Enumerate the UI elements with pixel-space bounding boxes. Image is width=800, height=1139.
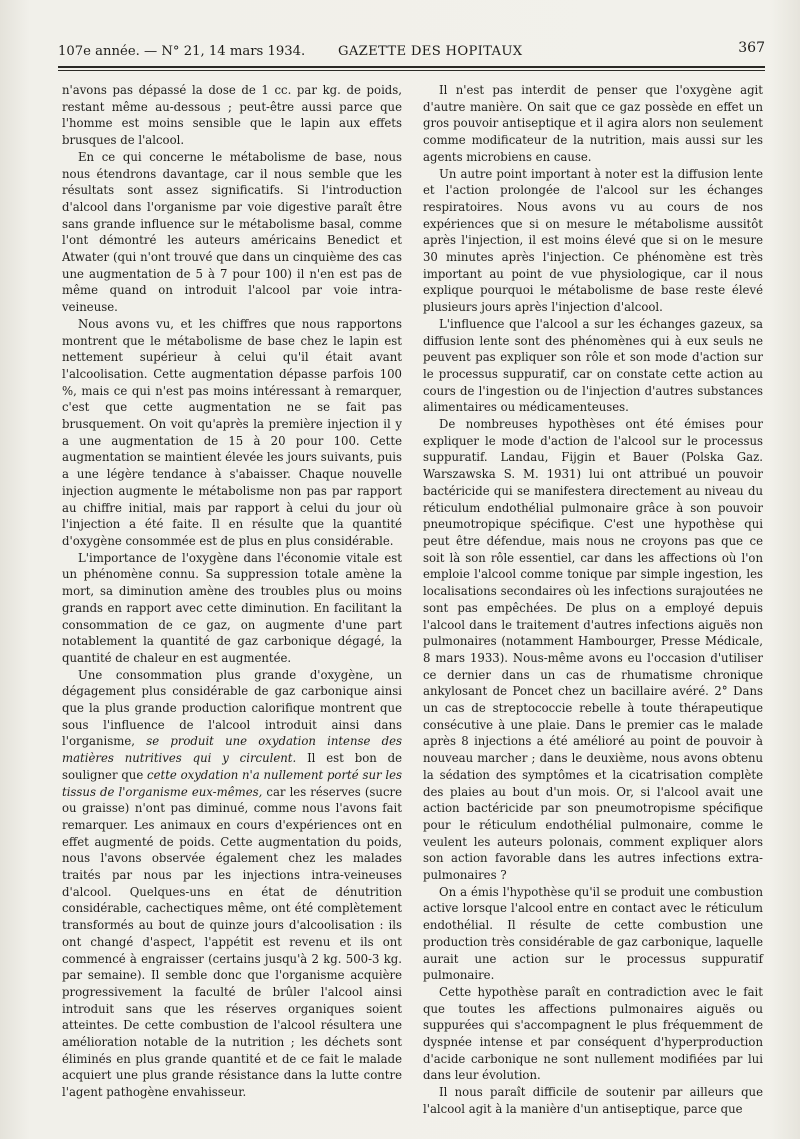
- left-column: [62, 82, 402, 1101]
- paragraph: L'importance de l'oxygène dans l'économie vitale est un phénomène connu. Sa suppression totale amène la mort, sa diminution amène des troubles plus ou moins grands en rapport avec cette diminution. En facilitant la consommation de ce gaz, on augmente d'une part notablement la quantité de gaz carbonique dégagé, la quantité de chaleur en est augmentée.: [62, 550, 402, 665]
- paragraph-text: car les réserves (sucre ou graisse) n'ont pas diminué, comme nous l'avons fait remarquer. Les animaux en cours d'expériences ont en effet augmenté de poids. Cette augmentation du poids, nous l'avons observée également chez les malades traités par nous par les injections intra-veineuses d'alcool. Quelques-uns en état de dénutrition considérable, cachectiques même, ont été complètement transformés au bout de quinze jours d'alcoolisation : ils ont changé d'aspect, l'appétit est revenu et ils ont commencé à engraisser (certains jusqu'à 2 kg. 500-3 kg. par semaine). Il semble donc que l'organisme acquière progressivement la faculté de brûler l'alcool ainsi introduit sans que les réserves organiques soient atteintes. De cette combustion de l'alcool résultera une amélioration notable de la nutrition ; les déchets sont éliminés en plus grande quantité et de ce fait le malade acquiert une plus grande résistance dans la lutte contre l'agent pathogène envahisseur.: [62, 784, 403, 1100]
- paragraph: On a émis l'hypothèse qu'il se produit une combustion active lorsque l'alcool entre en contact avec le réticulum endothélial. Il résulte de cette combustion une production très considérable de gaz carbonique, laquelle aurait une action sur le processus suppuratif pulmonaire.: [423, 884, 763, 983]
- page-header: [58, 40, 765, 64]
- page-number: 367: [738, 40, 765, 56]
- paragraph: En ce qui concerne le métabolisme de base, nous nous étendrons davantage, car il nous semble que les résultats sont assez significatifs. Si l'introduction d'alcool dans l'organisme par voie digestive paraît être sans grande influence sur le métabolisme basal, comme l'ont démontré les auteurs américains Benedict et Atwater (qui n'ont trouvé que dans un cinquième des cas une augmentation de 5 à 7 pour 100) il n'en est pas de même quand on introduit l'alcool par voie intra-veineuse.: [62, 149, 402, 315]
- paragraph: Il n'est pas interdit de penser que l'oxygène agit d'autre manière. On sait que ce gaz possède en effet un gros pouvoir antiseptique et il agira alors non seulement comme modificateur de la nutrition, mais aussi sur les agents microbiens en cause.: [423, 83, 763, 164]
- right-column: [423, 82, 763, 1118]
- paragraph-text: Une consommation plus grande d'oxygène, un dégagement plus considérable de gaz carbonique ainsi que la plus grande production calorifique montrent que sous l'influence de l'alcool introduit ainsi dans l'organisme,: [62, 667, 402, 749]
- paragraph: n'avons pas dépassé la dose de 1 cc. par kg. de poids, restant même au-dessous ; peut-être aussi parce que l'homme est moins sensible que le lapin aux effets brusques de l'alcool.: [62, 83, 402, 148]
- paragraph: L'influence que l'alcool a sur les échanges gazeux, sa diffusion lente sont des phénomènes qui à eux seuls ne peuvent pas expliquer son rôle et son mode d'action sur le processus suppuratif, car on constate cette action au cours de l'ingestion ou de l'injection d'autres substances alimentaires ou médicamenteuses.: [423, 316, 763, 415]
- italic-emphasis: se produit une oxydation intense des matières nutritives qui y circulent.: [62, 734, 403, 766]
- paragraph: Cette hypothèse paraît en contradiction avec le fait que toutes les affections pulmonaires aiguës ou suppurées qui s'accompagnent le plus fréquemment de dyspnée intense et par conséquent d'hyperproduction d'acide carbonique ne sont nullement modifiées par lui dans leur évolution.: [423, 984, 763, 1083]
- paragraph: [62, 667, 402, 1101]
- issue-info: 107e année. — N° 21, 14 mars 1934.: [58, 44, 306, 59]
- header-rule-thick: [58, 66, 765, 68]
- paragraph: Il nous paraît difficile de soutenir par ailleurs que l'alcool agit à la manière d'un antiseptique, parce que: [423, 1085, 763, 1116]
- paragraph: De nombreuses hypothèses ont été émises pour expliquer le mode d'action de l'alcool sur le processus suppuratif. Landau, Fijgin et Bauer (Polska Gaz. Warszawska S. M. 1931) lui ont attribué un pouvoir bactéricide qui se manifestera directement au niveau du réticulum endothélial pulmonaire grâce à son pouvoir pneumotropique spécifique. C'est une hypothèse qui peut être défendue, mais nous ne croyons pas que ce soit là son rôle essentiel, car dans les affections où l'on emploie l'alcool comme tonique par simple ingestion, les localisations secondaires où les infections surajoutées ne sont pas empêchées. De plus on a employé depuis l'alcool dans le traitement d'autres infections aiguës non pulmonaires (notamment Hambourger, Presse Médicale, 8 mars 1933). Nous-même avons eu l'occasion d'utiliser ce dernier dans un cas de rhumatisme chronique ankylosant de Poncet chez un bacillaire avéré. 2° Dans un cas de streptococcie rebelle à toute thérapeutique consécutive à une plaie. Dans le premier cas le malade après 8 injections a été amélioré au point de pouvoir à nouveau marcher ; dans le deuxième, nous avons obtenu la sédation des symptômes et la cicatrisation complète des plaies au bout d'un mois. Or, si l'alcool avait une action bactéricide par son pneumotropisme spécifique pour le réticulum endothélial pulmonaire, comme le veulent les auteurs polonais, comment expliquer alors son action favorable dans les autres infections extra-pulmonaires ?: [423, 417, 763, 883]
- paragraph: Nous avons vu, et les chiffres que nous rapportons montrent que le métabolisme de base chez le lapin est nettement supérieur à celui qu'il était avant l'alcoolisation. Cette augmentation dépasse parfois 100 %, mais ce qui n'est pas moins intéressant à remarquer, c'est que cette augmentation ne se fait pas brusquement. On voit qu'après la première injection il y a une augmentation de 15 à 20 pour 100. Cette augmentation se maintient élevée les jours suivants, puis a une légère tendance à s'abaisser. Chaque nouvelle injection augmente le métabolisme non pas par rapport au chiffre initial, mais par rapport à celui du jour où l'injection a été faite. Il en résulte que la quantité d'oxygène consommée est de plus en plus considérable.: [62, 316, 402, 548]
- header-rule-thin: [58, 70, 765, 71]
- journal-title: GAZETTE DES HOPITAUX: [338, 44, 523, 59]
- paragraph: Un autre point important à noter est la diffusion lente et l'action prolongée de l'alcool sur les échanges respiratoires. Nous avons vu au cours de nos expériences que si on mesure le métabolisme aussitôt après l'injection, il est moins élevé que si on le mesure 30 minutes après l'injection. Ce phénomène est très important au point de vue physiologique, car il nous explique pourquoi le métabolisme de base reste élevé plusieurs jours après l'injection d'alcool.: [423, 166, 763, 315]
- italic-emphasis: cette oxydation n'a nullement porté sur les tissus de l'organisme eux-mêmes,: [62, 767, 402, 799]
- paragraph-text: Il est bon de souligner que: [62, 751, 403, 782]
